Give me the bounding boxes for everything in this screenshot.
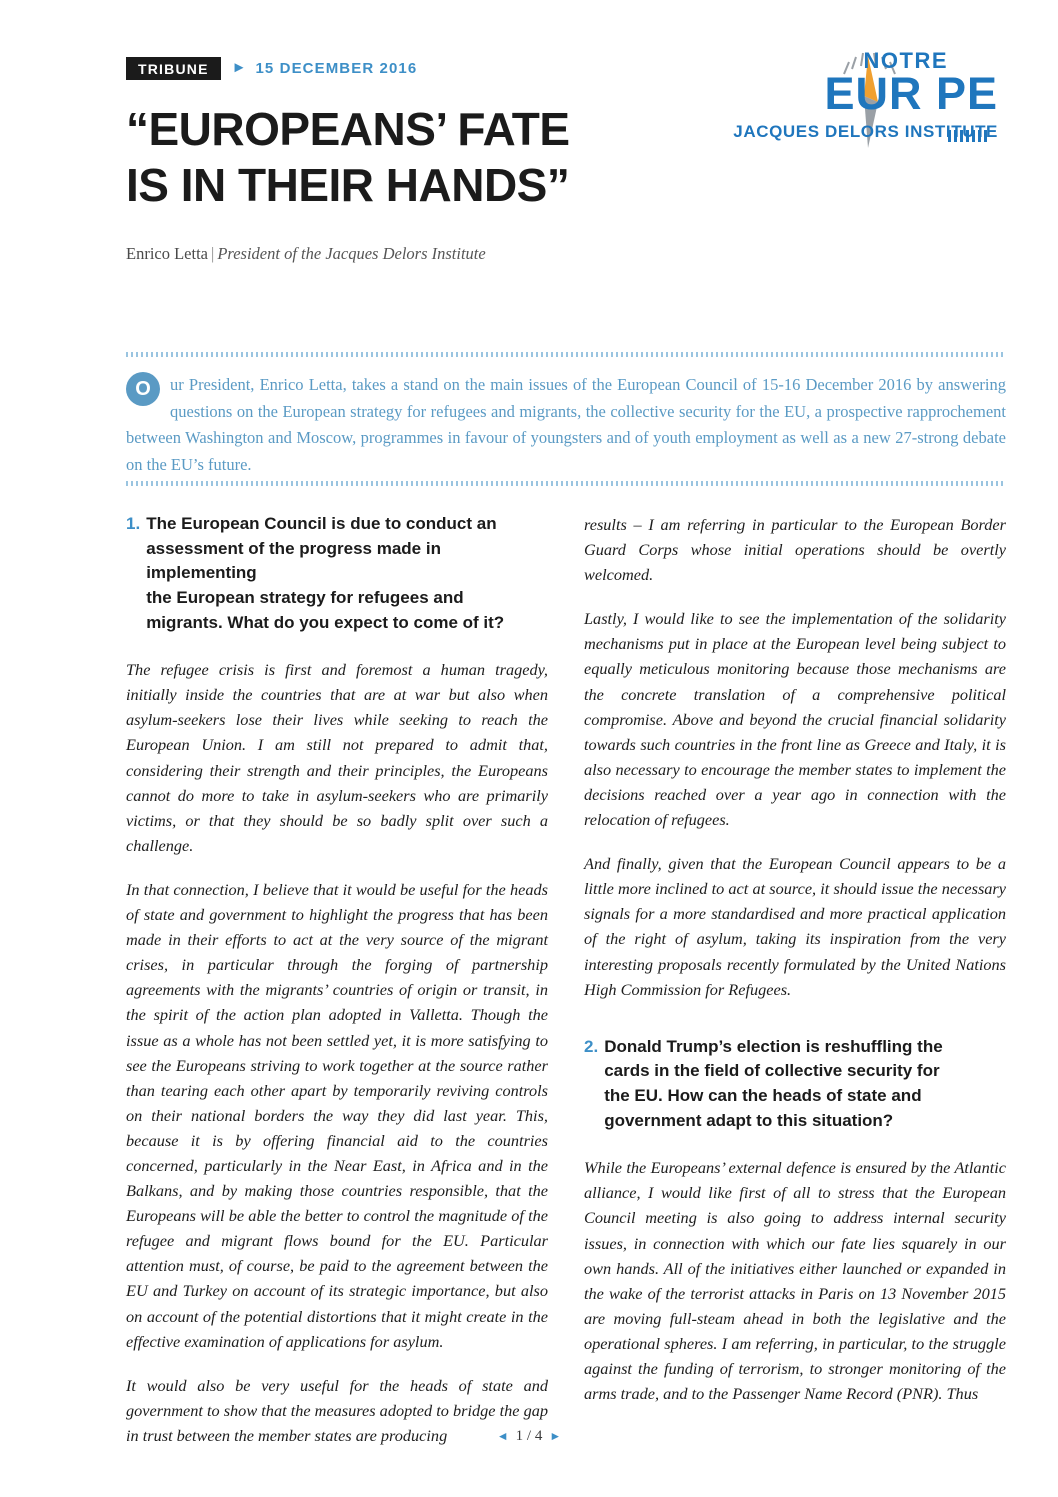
paragraph: results – I am referring in particular to the European Border Guard Corps whose initial operations should be overtly welcomed. [584, 515, 1006, 585]
question-2-number: 2. [584, 1036, 599, 1056]
question-1-number: 1. [126, 514, 141, 533]
author-role: President of the Jacques Delors Institute [217, 244, 486, 264]
drop-cap: O [126, 372, 160, 406]
question-2-heading [584, 1035, 1006, 1134]
logo-text-institute: JACQUES DELORS INSTITUTE [733, 122, 998, 141]
author-name: Enrico Letta [126, 244, 209, 264]
question-2-line-2: cards in the field of collective security for [604, 1061, 940, 1081]
arrow-left-icon: ◄ [496, 1429, 509, 1443]
notre-europe-logo [716, 44, 1006, 164]
paragraph: And finally, given that the European Council appears to be a little more inclined to act at source, it should issue the necessary signals for a more standardised and more practical application of the right of asylum, taking its inspiration from the very interesting proposals recently formulated by the United Nations High Commission for Refugees. [584, 854, 1006, 999]
title-line-1: “EUROPEANS’ FATE [126, 103, 570, 155]
paragraph: In that connection, I believe that it would be useful for the heads of state and government to highlight the progress that has been made in their efforts to act at the very source of the migrant crises, in particular through the forging of partnership agreements with the migrants’ countries of origin or transit, in the spirit of the action plan adopted in Valletta. Though the issue as a whole has not been settled yet, it is more satisfying to see the Europeans striving to work together at the source rather than tearing each other apart by temporarily reviving controls on their national borders the way they did last year. This, because it is by offering financial aid to the countries concerned, particularly in the Near East, in Africa and in the Balkans, and by making those countries responsible, that the Europeans will be able the better to control the magnitude of the refugee and migrant flows bound for the EU. Particular attention must, of course, be paid to the agreement between the EU and Turkey on account of its strategic importance, but also on account of the potential distortions that it might create in the effective examination of applications for asylum. [126, 879, 548, 1351]
question-1-text [146, 512, 548, 635]
page-number: 1 / 4 [515, 1428, 543, 1444]
logo-text-notre: NOTRE [863, 48, 948, 73]
byline [126, 244, 1006, 264]
body-columns [126, 512, 1006, 1467]
question-1-line-1: The European Council is due to conduct an [146, 514, 497, 533]
page-title [126, 101, 686, 213]
question-2-line-3: the EU. How can the heads of state and [604, 1085, 922, 1105]
paragraph: Lastly, I would like to see the implementation of the solidarity mechanisms put in place at the European level being subject to equally meticulous monitoring because those mechanisms are the concrete translation of a comprehensive political compromise. Above and beyond the crucial financial solidarity towards such countries in the front line as Greece and Italy, it is also necessary to encourage the member states to implement the decisions reached over a year ago in connection with the relocation of refugees. [584, 609, 1006, 830]
paragraph: It would also be very useful for the heads of state and government to show that the measures adopted to bridge the gap in trust between the member states are producing [126, 1375, 548, 1445]
divider-bottom [126, 481, 1006, 486]
abstract-block [126, 372, 1006, 479]
question-2-text [604, 1035, 942, 1134]
arrow-right-icon: ► [549, 1429, 562, 1443]
column-left [126, 512, 548, 1467]
arrow-right-icon: ► [231, 59, 247, 76]
question-1-line-4: migrants. What do you expect to come of it? [146, 612, 505, 632]
question-1-line-3: the European strategy for refugees and [146, 587, 464, 607]
question-2-line-4: government adapt to this situation? [604, 1110, 894, 1130]
publication-date: 15 DECEMBER 2016 [255, 59, 418, 77]
spacer [584, 1021, 1006, 1035]
paragraph: While the Europeans’ external defence is ensured by the Atlantic alliance, I would like first of all to stress that the European Council meeting is also going to address internal security issues, in connection with which our fate lies squarely in our own hands. All of the initiatives either launched or expanded in the wake of the terrorist attacks in Paris on 13 November 2015 are moving full-steam ahead in both the legislative and the operational spheres. I am referring, in particular, to the struggle against the funding of terrorism, to stronger monitoring of the arms trade, and to the Passenger Name Record (PNR). Thus [584, 1158, 1006, 1404]
column-right [584, 512, 1006, 1467]
byline-separator: | [211, 244, 215, 264]
tribune-tag: TRIBUNE [126, 57, 221, 80]
question-2-line-1: Donald Trump’s election is reshuffling the [604, 1036, 943, 1056]
question-1-line-2: assessment of the progress made in implementing [146, 538, 441, 583]
divider-top [126, 352, 1006, 357]
title-line-2: IS IN THEIR HANDS” [126, 159, 570, 212]
logo-text-europe: EUR PE [824, 68, 998, 119]
abstract-text: ur President, Enrico Letta, takes a stand on the main issues of the European Council of 15-16 December 2016 by answering questions on the European strategy for refugees and migrants, the collective security for the EU, a prospective rapprochement between Washington and Moscow, programmes in favour of youngsters and of youth employment as well as a new 27-strong debate on the EU’s future. [126, 375, 1006, 475]
question-1-heading [126, 512, 548, 635]
page-footer [0, 1428, 1058, 1445]
paragraph: The refugee crisis is first and foremost a human tragedy, initially inside the countries that are at war but also when asylum-seekers lose their lives while seeking to reach the European Union. I am still not prepared to admit that, considering their strength and their principles, the Europeans cannot do more to take in asylum-seekers who are primarily victims, or that they should be so badly split over such a challenge. [126, 660, 548, 855]
